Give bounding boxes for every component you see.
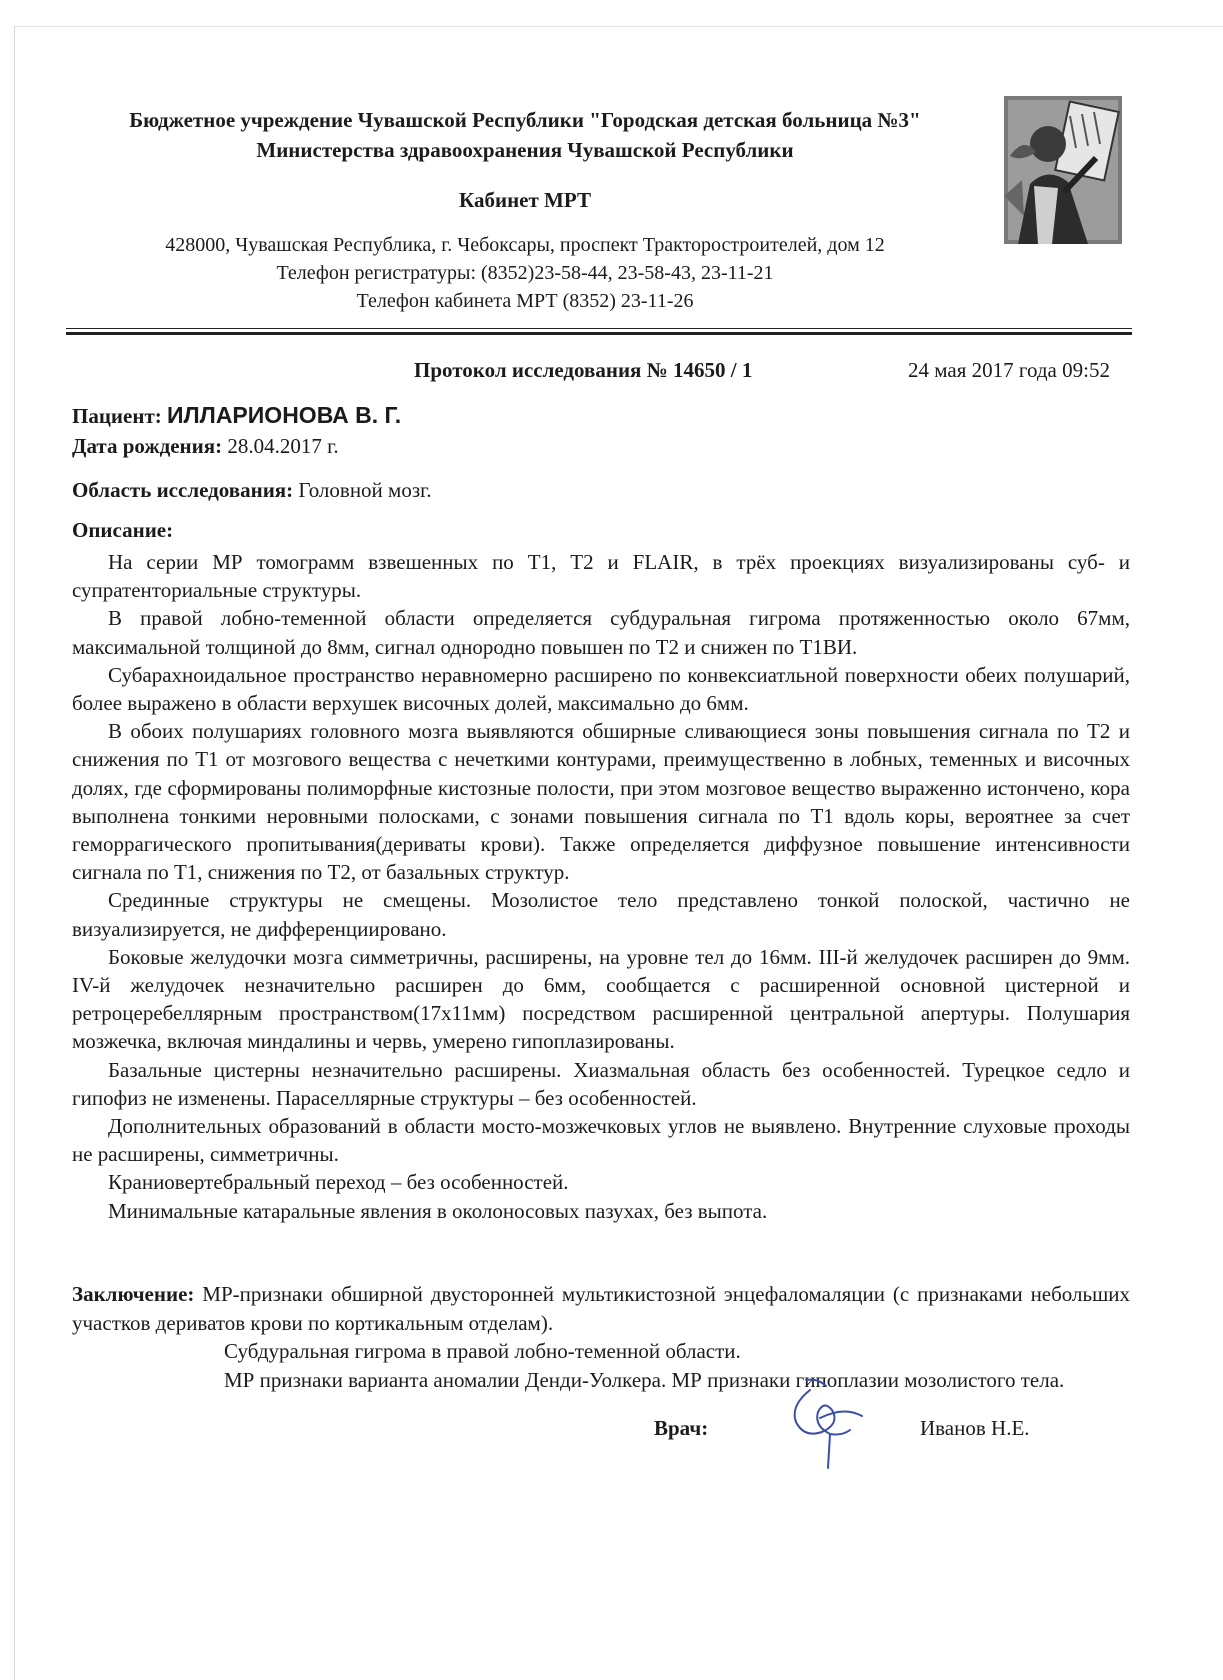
conclusion-line: МР признаки варианта аномалии Денди-Уолкера. МР признаки гипоплазии мозолистого тела. [224,1367,1065,1392]
description-body [72,548,1130,1225]
dob-label: Дата рождения: [72,434,223,458]
signature-icon [770,1376,880,1472]
patient-name: ИЛЛАРИОНОВА В. Г. [167,402,402,428]
registry-phone: Телефон регистратуры: (8352)23-58-44, 23-58-43, 23-11-21 [276,262,774,284]
description-paragraph: В обоих полушариях головного мозга выявляются обширные сливающиеся зоны повышения сигнала по Т2 и снижения по Т1 от мозгового вещества с нечеткими контурами, преимущественно в лобных, теменных и височных долях, где сформированы полиморфные кистозные полости, при этом мозговое вещество выраженно истончено, кора выполнена тонкими неровными полосками, с зонами повышения сигнала по Т1 вдоль коры, вероятнее за счет геморрагического пропитывания(дериваты крови). Также определяется диффузное повышение интенсивности сигнала по Т1, снижения по Т2, от базальных структур. [72,719,1130,885]
conclusion-line: МР-признаки обширной двусторонней мультикистозной энцефаломаляции (с признаками небольших участков дериватов крови по кортикальным отделам). [72,1282,1130,1335]
institution-name: Бюджетное учреждение Чувашской Республики "Городская детская больница №3" [129,108,921,132]
header-divider [66,328,1132,329]
patient-line [72,402,401,429]
description-paragraph: Базальные цистерны незначительно расширены. Хиазмальная область без особенностей. Турецкое седло и гипофиз не изменены. Параселлярные структуры – без особенностей. [72,1057,1130,1110]
description-paragraph: На серии МР томограмм взвешенных по Т1, Т2 и FLAIR, в трёх проекциях визуализированы суб- и супратенториальные структуры. [72,550,1130,603]
ministry-name: Министерства здравоохранения Чувашской Республики [256,138,794,162]
protocol-datetime: 24 мая 2017 года 09:52 [908,358,1110,382]
dob-line [72,434,339,459]
department-name: Кабинет МРТ [459,188,591,212]
exam-area-line [72,478,432,503]
conclusion-block [72,1280,1130,1394]
dob-value: 28.04.2017 г. [227,434,339,458]
hospital-emblem-icon [1004,96,1122,244]
description-paragraph: Дополнительных образований в области мосто-мозжечковых углов не выявлено. Внутренние слуховые проходы не расширены, симметричны. [72,1114,1130,1167]
header-divider-thick [66,332,1132,335]
conclusion-label: Заключение: [72,1282,195,1306]
description-paragraph: Боковые желудочки мозга симметричны, расширены, на уровне тел до 16мм. III-й желудочек расширен до 9мм. IV-й желудочек незначительно расширен до 6мм, сообщается с расширенной основной цистерной и ретроцеребеллярным пространством(17х11мм) посредством расширенной центральной апертуры. Полушария мозжечка, включая миндалины и червь, умерено гипоплазированы. [72,944,1130,1054]
doctor-name: Иванов Н.Е. [920,1416,1030,1440]
description-label: Описание: [72,518,174,542]
description-paragraph: Минимальные катаральные явления в околоносовых пазухах, без выпота. [108,1198,768,1223]
description-paragraph: Срединные структуры не смещены. Мозолистое тело представлено тонкой полоской, частично не визуализируется, не дифференциировано. [72,888,1130,941]
patient-label: Пациент: [72,404,162,428]
description-paragraph: Субарахноидальное пространство неравномерно расширено по конвексиатльной поверхности обеих полушарий, более выражено в области верхушек височных долей, максимально до 6мм. [72,662,1130,716]
mri-phone: Телефон кабинета МРТ (8352) 23-11-26 [356,290,694,312]
address: 428000, Чувашская Республика, г. Чебоксары, проспект Тракторостроителей, дом 12 [165,234,885,256]
protocol-title: Протокол исследования № 14650 / 1 [414,358,753,382]
exam-area-label: Область исследования: [72,478,294,502]
exam-area-value: Головной мозг. [298,478,432,502]
conclusion-line: Субдуральная гигрома в правой лобно-теменной области. [224,1339,741,1363]
conclusion-first [72,1280,1130,1337]
doctor-label: Врач: [654,1416,709,1440]
description-paragraph: Краниовертебральный переход – без особенностей. [108,1170,569,1195]
description-paragraph: В правой лобно-теменной области определяется субдуральная гигрома протяженностью около 67мм, максимальной толщиной до 8мм, сигнал однородно повышен по Т2 и снижен по Т1ВИ. [72,606,1130,659]
